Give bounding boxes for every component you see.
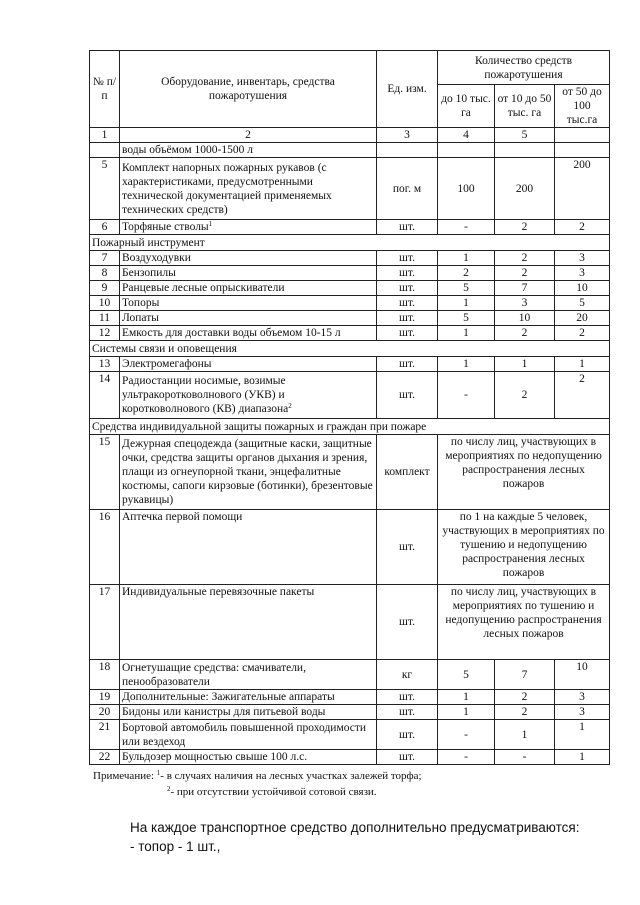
row-unit: шт. xyxy=(377,311,438,326)
row-c: 3 xyxy=(555,705,610,720)
row-a: 1 xyxy=(438,251,495,266)
bottom-text-2: - топор - 1 шт., xyxy=(130,839,221,854)
row-unit: шт. xyxy=(377,296,438,311)
table-row xyxy=(90,585,610,660)
row-b: 2 xyxy=(495,372,555,419)
row-unit: кг xyxy=(377,660,438,690)
header-num: № п/п xyxy=(90,51,120,128)
row-b: 3 xyxy=(495,296,555,311)
row-num: 16 xyxy=(90,510,120,585)
bottom-text-1: На каждое транспортное средство дополнительно предусматриваются: xyxy=(130,820,580,835)
note-text: - в случаях наличия на лесных участках залежей торфа; xyxy=(160,770,422,782)
row-a: 5 xyxy=(438,660,495,690)
table-row xyxy=(90,750,610,765)
row-unit: шт. xyxy=(377,326,438,341)
row-name: Бульдозер мощностью свыше 100 л.с. xyxy=(120,750,377,765)
footnote-mark: 1 xyxy=(208,220,213,228)
table-cell xyxy=(555,128,610,143)
row-b: 2 xyxy=(495,326,555,341)
row-num: 12 xyxy=(90,326,120,341)
row-num: 22 xyxy=(90,750,120,765)
row-a: 1 xyxy=(438,690,495,705)
header-col-b: от 10 до 50 тыс. га xyxy=(495,85,555,128)
row-num: 14 xyxy=(90,372,120,419)
row-c: 2 xyxy=(555,372,610,419)
row-a: 5 xyxy=(438,311,495,326)
row-a: 1 xyxy=(438,705,495,720)
table-row xyxy=(90,281,610,296)
row-unit: пог. м xyxy=(377,158,438,220)
row-b: 1 xyxy=(495,357,555,372)
row-name: Дополнительные: Зажигательные аппараты xyxy=(120,690,377,705)
row-name: Торфяные стволы xyxy=(122,221,209,233)
row-unit: шт. xyxy=(377,585,438,660)
row-c: 3 xyxy=(555,690,610,705)
row-unit: шт. xyxy=(377,750,438,765)
table-row xyxy=(90,435,610,510)
row-b: 2 xyxy=(495,251,555,266)
table-row xyxy=(90,510,610,585)
row-unit: шт. xyxy=(377,357,438,372)
row-b: 2 xyxy=(495,220,555,235)
row-b: 1 xyxy=(495,720,555,750)
row-a: 5 xyxy=(438,281,495,296)
row-c: 3 xyxy=(555,266,610,281)
tools-group xyxy=(90,251,610,341)
row-a: 1 xyxy=(438,296,495,311)
table-row xyxy=(90,158,610,220)
table-row xyxy=(90,705,610,720)
table-row xyxy=(90,251,610,266)
row-a: - xyxy=(438,220,495,235)
row-name: Ранцевые лесные опрыскиватели xyxy=(120,281,377,296)
row-c: 3 xyxy=(555,251,610,266)
row-c: 1 xyxy=(555,750,610,765)
table-cell xyxy=(555,143,610,158)
table-row xyxy=(90,296,610,311)
table-cell xyxy=(377,143,438,158)
row-unit: шт. xyxy=(377,372,438,419)
row-name: Электромегафоны xyxy=(120,357,377,372)
row-a: - xyxy=(438,372,495,419)
row-c: 1 xyxy=(555,357,610,372)
row-c: 2 xyxy=(555,220,610,235)
header-index: 3 xyxy=(377,128,438,143)
row-name: Дежурная спецодежда (защитные каски, защитные очки, средства защиты органов дыхания и зрения, плащи из огнеупорной ткани, энцефалитные костюмы, сапоги кирзовые (ботинки), брезентовые рукавицы) xyxy=(120,435,377,510)
row-num: 7 xyxy=(90,251,120,266)
table-cell xyxy=(90,143,120,158)
header-col-a: до 10 тыс. га xyxy=(438,85,495,128)
table-row xyxy=(90,720,610,750)
row-name: Комплект напорных пожарных рукавов (с характеристиками, предусмотренными технической документацией применяемых технических средств) xyxy=(120,158,377,220)
header-equipment: Оборудование, инвентарь, средства пожаротушения xyxy=(120,51,377,128)
row-b: 7 xyxy=(495,281,555,296)
row-num: 8 xyxy=(90,266,120,281)
row-num: 10 xyxy=(90,296,120,311)
table-cell xyxy=(495,143,555,158)
row-name: Огнетушащие средства: смачиватели, пенообразователи xyxy=(120,660,377,690)
row-a: 1 xyxy=(438,357,495,372)
row-name: Бидоны или канистры для питьевой воды xyxy=(120,705,377,720)
row-unit: шт. xyxy=(377,720,438,750)
table-row xyxy=(90,372,610,419)
row-unit: комплект xyxy=(377,435,438,510)
note-line-1 xyxy=(93,770,422,782)
table-row xyxy=(90,311,610,326)
row-num: 17 xyxy=(90,585,120,660)
row-b: 2 xyxy=(495,705,555,720)
row-num: 18 xyxy=(90,660,120,690)
row-name-cell xyxy=(120,220,377,235)
footnote-mark: 2 xyxy=(288,402,292,410)
section-heading: Системы связи и оповещения xyxy=(90,341,610,357)
note-text: - при отсутствии устойчивой сотовой связи. xyxy=(170,786,377,798)
row-c: 20 xyxy=(555,311,610,326)
row-num: 19 xyxy=(90,690,120,705)
row-b: 2 xyxy=(495,266,555,281)
footnote-mark: 1 xyxy=(156,769,161,777)
header-index: 2 xyxy=(120,128,377,143)
row-merged-quantity: по числу лиц, участвующих в мероприятиях по тушению и недопущению распространения лесных пожаров xyxy=(438,585,610,660)
note-line-2 xyxy=(167,786,377,798)
row-unit: шт. xyxy=(377,705,438,720)
row-a: 100 xyxy=(438,158,495,220)
section-heading: Средства индивидуальной защиты пожарных и граждан при пожаре xyxy=(90,419,610,435)
row-num: 20 xyxy=(90,705,120,720)
row-name: Бортовой автомобиль повышенной проходимости или вездеход xyxy=(120,720,377,750)
table-row xyxy=(90,326,610,341)
row-unit: шт. xyxy=(377,220,438,235)
row-c: 2 xyxy=(555,326,610,341)
row-name: Бензопилы xyxy=(120,266,377,281)
row-c: 1 xyxy=(555,720,610,750)
row-b: 7 xyxy=(495,660,555,690)
table-row xyxy=(90,220,610,235)
row-name: Топоры xyxy=(120,296,377,311)
row-name: Воздуходувки xyxy=(120,251,377,266)
row-name: Аптечка первой помощи xyxy=(120,510,377,585)
equipment-table xyxy=(89,50,610,765)
row-name: Индивидуальные перевязочные пакеты xyxy=(120,585,377,660)
row-a: - xyxy=(438,720,495,750)
row-merged-quantity: по числу лиц, участвующих в мероприятиях по недопущению распространения лесных пожаров xyxy=(438,435,610,510)
row-num: 21 xyxy=(90,720,120,750)
header-quantity: Количество средств пожаротушения xyxy=(438,51,610,85)
row-a: 1 xyxy=(438,326,495,341)
row-b: 200 xyxy=(495,158,555,220)
row-name: Радиостанции носимые, возимые ультракоротковолнового (УКВ) и коротковолнового (КВ) диапазона xyxy=(122,375,289,415)
row-unit: шт. xyxy=(377,510,438,585)
row-b: 10 xyxy=(495,311,555,326)
row-b: - xyxy=(495,750,555,765)
row-num: 5 xyxy=(90,158,120,220)
row-num: 13 xyxy=(90,357,120,372)
table-cell xyxy=(438,143,495,158)
row-num: 11 xyxy=(90,311,120,326)
row-a: - xyxy=(438,750,495,765)
section-heading: Пожарный инструмент xyxy=(90,235,610,251)
row-a: 2 xyxy=(438,266,495,281)
header-index: 4 xyxy=(438,128,495,143)
row-unit: шт. xyxy=(377,251,438,266)
continuation-text: воды объёмом 1000-1500 л xyxy=(120,143,377,158)
row-c: 5 xyxy=(555,296,610,311)
row-num: 6 xyxy=(90,220,120,235)
row-c: 10 xyxy=(555,660,610,690)
table-row xyxy=(90,357,610,372)
row-name-cell xyxy=(120,372,377,419)
row-unit: шт. xyxy=(377,281,438,296)
row-num: 9 xyxy=(90,281,120,296)
row-name: Лопаты xyxy=(120,311,377,326)
header-col-c: от 50 до 100 тыс.га xyxy=(555,85,610,128)
row-c: 200 xyxy=(555,158,610,220)
row-b: 2 xyxy=(495,690,555,705)
row-c: 10 xyxy=(555,281,610,296)
row-unit: шт. xyxy=(377,690,438,705)
header-index: 5 xyxy=(495,128,555,143)
header-unit: Ед. изм. xyxy=(377,51,438,128)
table-row xyxy=(90,690,610,705)
table-row xyxy=(90,660,610,690)
row-name: Емкость для доставки воды объемом 10-15 л xyxy=(120,326,377,341)
row-merged-quantity: по 1 на каждые 5 человек, участвующих в мероприятиях по тушению и недопущению распространения лесных пожаров xyxy=(438,510,610,585)
header-index: 1 xyxy=(90,128,120,143)
note-label: Примечание: xyxy=(93,770,155,782)
row-num: 15 xyxy=(90,435,120,510)
row-unit: шт. xyxy=(377,266,438,281)
footnote-mark: 2 xyxy=(167,785,171,793)
table-row xyxy=(90,266,610,281)
